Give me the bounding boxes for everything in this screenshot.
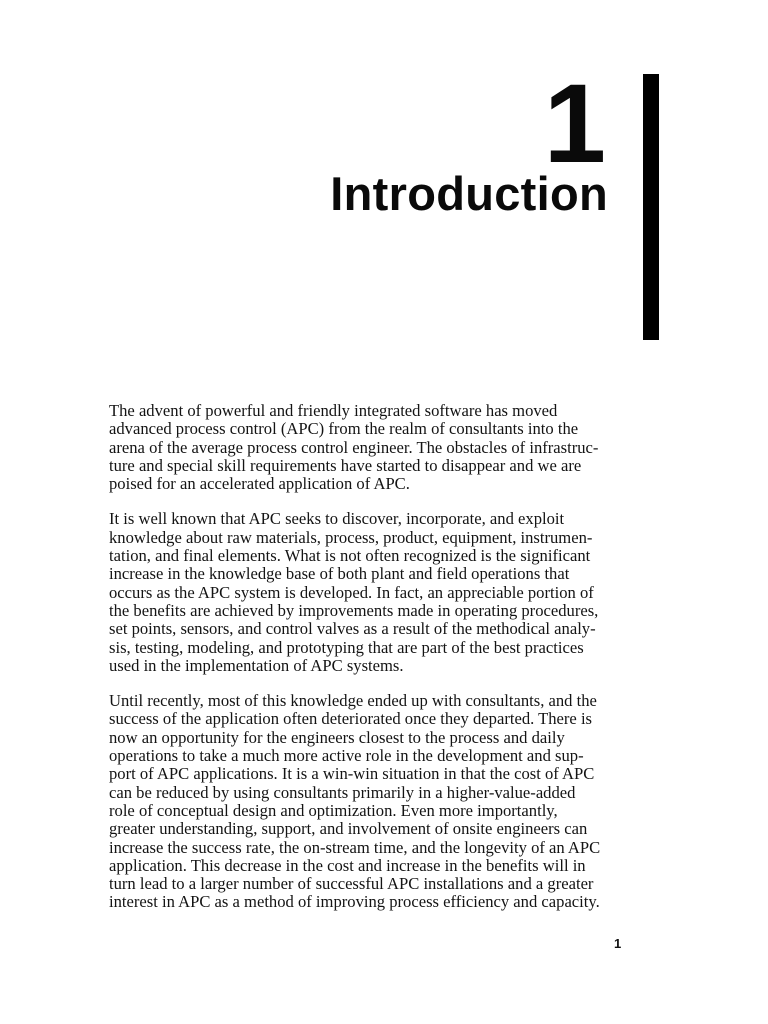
text-line: ture and special skill requirements have started to disappear and we are	[109, 455, 582, 475]
text-line: used in the implementation of APC systems.	[109, 655, 404, 675]
text-line: role of conceptual design and optimization. Even more importantly,	[109, 800, 558, 820]
text-line: interest in APC as a method of improving process efficiency and capacity.	[109, 892, 600, 912]
text-line: poised for an accelerated application of APC.	[109, 474, 410, 494]
text-line: port of APC applications. It is a win-win situation in that the cost of APC	[109, 764, 595, 784]
text-line: can be reduced by using consultants primarily in a higher-value-added	[109, 782, 576, 802]
text-line: sis, testing, modeling, and prototyping that are part of the best practices	[109, 637, 584, 657]
text-line: The advent of powerful and friendly integrated software has moved	[109, 401, 558, 420]
text-line: now an opportunity for the engineers closest to the process and daily	[109, 727, 565, 747]
text-line: advanced process control (APC) from the realm of consultants into the	[109, 419, 579, 439]
text-line: arena of the average process control engineer. The obstacles of infrastruc-	[109, 437, 599, 457]
page-number: 1	[614, 936, 622, 951]
text-line: increase in the knowledge base of both plant and field operations that	[109, 564, 570, 584]
text-line: It is well known that APC seeks to discover, incorporate, and exploit	[109, 509, 565, 529]
chapter-number: 1	[543, 61, 606, 186]
text-line: increase the success rate, the on-stream time, and the longevity of an APC	[109, 837, 601, 857]
text-line: occurs as the APC system is developed. In fact, an appreciable portion of	[109, 582, 594, 602]
text-line: greater understanding, support, and involvement of onsite engineers can	[109, 819, 588, 839]
text-line: success of the application often deteriorated once they departed. There is	[109, 709, 593, 729]
paragraph-1	[109, 402, 654, 493]
text-line: Until recently, most of this knowledge ended up with consultants, and the	[109, 691, 597, 711]
paragraph-3	[109, 692, 654, 912]
text-line: set points, sensors, and control valves as a result of the methodical analy-	[109, 619, 596, 639]
chapter-title: Introduction	[330, 167, 608, 220]
text-line: application. This decrease in the cost and increase in the benefits will in	[109, 855, 586, 875]
text-line: operations to take a much more active role in the development and sup-	[109, 746, 584, 766]
text-line: tation, and final elements. What is not often recognized is the significant	[109, 546, 591, 566]
chapter-marker-bar	[643, 74, 659, 340]
text-line: knowledge about raw materials, process, product, equipment, instrumen-	[109, 527, 593, 547]
text-line: turn lead to a larger number of successful APC installations and a greater	[109, 874, 594, 894]
body-text	[109, 402, 654, 929]
text-line: the benefits are achieved by improvements made in operating procedures,	[109, 600, 599, 620]
paragraph-2	[109, 510, 654, 675]
